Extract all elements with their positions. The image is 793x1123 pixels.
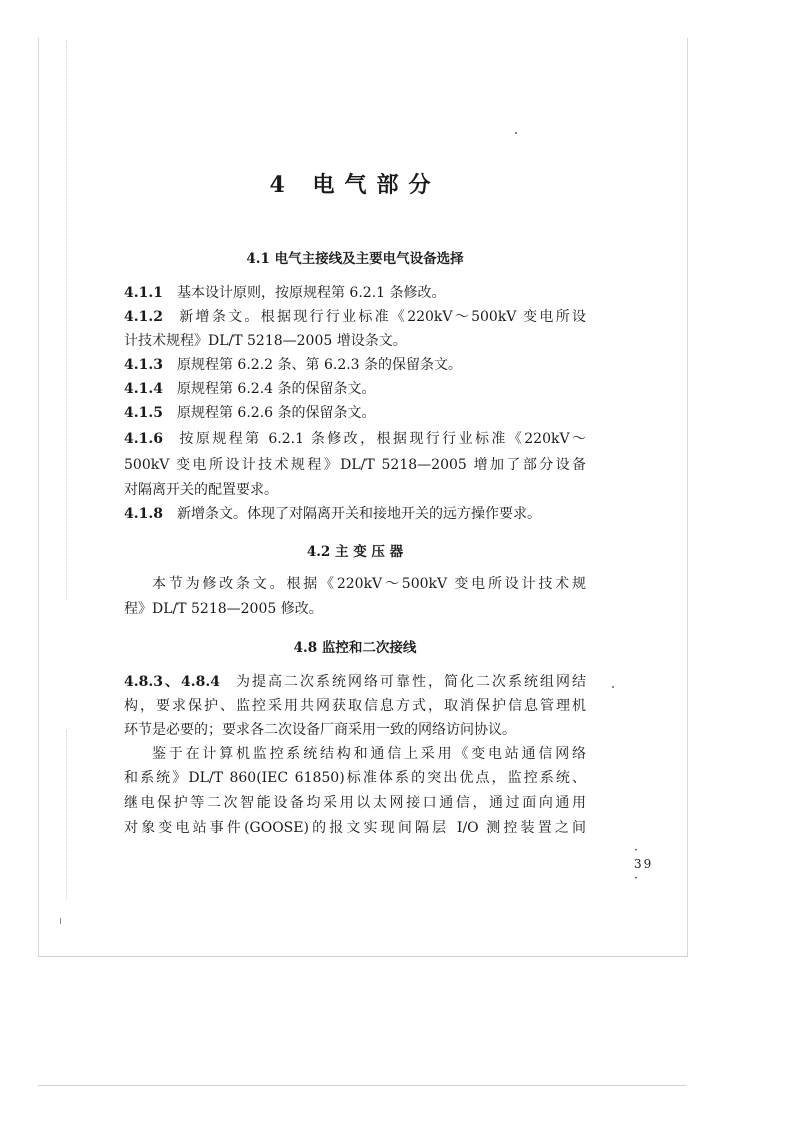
clause-4-1-8 xyxy=(124,504,586,524)
para-4-8-line7: 对象变电站事件(GOOSE)的报文实现间隔层 I/O 测控装置之间 xyxy=(124,820,586,836)
clause-number: 4.1.5 xyxy=(124,405,163,421)
clause-text: 原规程第 6.2.2 条、第 6.2.3 条的保留条文。 xyxy=(176,357,463,373)
para-4-8-line2: 构，要求保护、监控采用共网获取信息方式，取消保护信息管理机 xyxy=(124,698,586,714)
clause-4-1-2 xyxy=(124,307,586,327)
section-heading-4-8: 4.8 监控和二次接线 xyxy=(293,640,417,656)
clause-4-1-2-cont: 计技术规程》DL/T 5218—2005 增设条文。 xyxy=(124,333,407,349)
clause-text: 基本设计原则，按原规程第 6.2.1 条修改。 xyxy=(176,285,446,301)
bottom-rule xyxy=(38,1085,686,1086)
clause-text: 原规程第 6.2.4 条的保留条文。 xyxy=(176,381,376,397)
section-heading-4-2: 4.2 主 变 压 器 xyxy=(306,544,404,560)
clause-text: 原规程第 6.2.6 条的保留条文。 xyxy=(176,405,376,421)
para-4-8-line5: 和系统》DL/T 860(IEC 61850)标准体系的突出优点，监控系统、 xyxy=(124,770,586,786)
clause-4-1-5 xyxy=(124,403,586,423)
clause-text: 按原规程第 6.2.1 条修改，根据现行行业标准《220kV～ xyxy=(176,431,586,447)
chapter-title: 4 电气部分 xyxy=(269,172,441,198)
scan-margin-dots-lower xyxy=(66,730,67,900)
para-4-8-line4: 鉴于在计算机监控系统结构和通信上采用《变电站通信网络 xyxy=(152,746,586,762)
scan-speck xyxy=(60,918,61,924)
clause-number: 4.1.6 xyxy=(124,431,163,447)
clause-number: 4.1.4 xyxy=(124,381,163,397)
para-4-2-line2: 程》DL/T 5218—2005 修改。 xyxy=(124,601,323,617)
clause-number: 4.8.3、4.8.4 xyxy=(124,674,220,690)
clause-4-1-3 xyxy=(124,355,586,375)
section-heading-4-1: 4.1 电气主接线及主要电气设备选择 xyxy=(246,251,464,267)
scan-speck xyxy=(515,132,517,134)
clause-4-1-4 xyxy=(124,379,586,399)
clause-4-1-6 xyxy=(124,429,586,449)
para-4-8-line3: 环节是必要的；要求各二次设备厂商采用一致的网络访问协议。 xyxy=(124,722,516,738)
clause-text: 新增条文。体现了对隔离开关和接地开关的远方操作要求。 xyxy=(176,506,541,522)
para-4-8-line6: 继电保护等二次智能设备均采用以太网接口通信，通过面向通用 xyxy=(124,795,586,811)
clause-4-1-1 xyxy=(124,283,586,303)
clause-text: 新增条文。根据现行行业标准《220kV～500kV 变电所设 xyxy=(176,309,586,325)
clause-4-1-6-cont2: 对隔离开关的配置要求。 xyxy=(124,482,278,498)
clause-number: 4.1.2 xyxy=(124,309,163,325)
page-number: · 39 · xyxy=(634,843,654,885)
clause-number: 4.1.3 xyxy=(124,357,163,373)
para-4-2-line1: 本节为修改条文。根据《220kV～500kV 变电所设计技术规 xyxy=(152,576,586,592)
para-4-8-line1 xyxy=(124,672,586,692)
clause-4-1-6-cont: 500kV 变电所设计技术规程》DL/T 5218—2005 增加了部分设备 xyxy=(124,457,586,473)
scan-speck xyxy=(612,686,614,688)
clause-number: 4.1.8 xyxy=(124,506,163,522)
clause-text: 为提高二次系统网络可靠性，简化二次系统组网结 xyxy=(233,674,586,690)
clause-number: 4.1.1 xyxy=(124,285,163,301)
scan-margin-dots xyxy=(66,40,67,600)
